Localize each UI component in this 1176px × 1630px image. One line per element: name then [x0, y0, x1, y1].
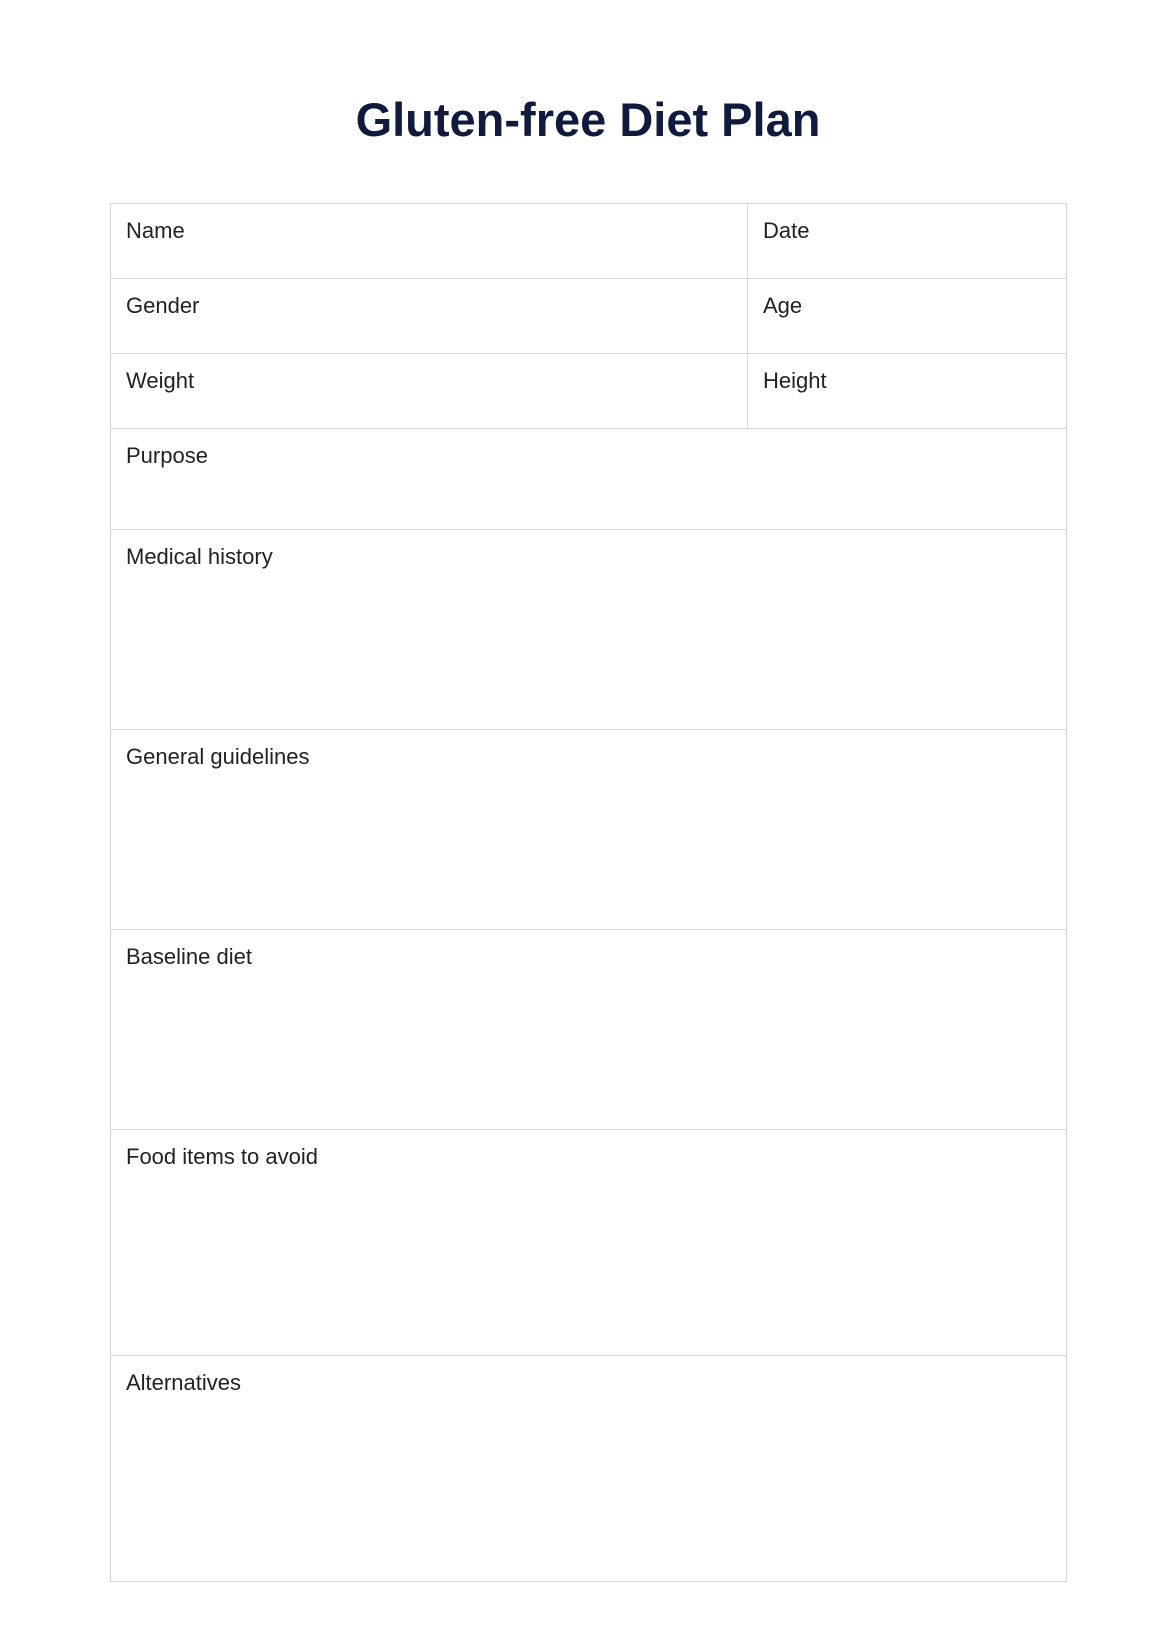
form-row-alternatives — [111, 1356, 1067, 1582]
form-row-purpose — [111, 429, 1067, 530]
gender-label: Gender — [126, 293, 200, 318]
purpose-field[interactable] — [111, 429, 1067, 530]
name-label: Name — [126, 218, 185, 243]
alternatives-label: Alternatives — [126, 1370, 241, 1395]
height-field[interactable] — [748, 354, 1067, 429]
age-field[interactable] — [748, 279, 1067, 354]
purpose-label: Purpose — [126, 443, 208, 468]
date-field[interactable] — [748, 204, 1067, 279]
form-row-food-items-to-avoid — [111, 1130, 1067, 1356]
form-row-general-guidelines — [111, 730, 1067, 930]
page-title: Gluten-free Diet Plan — [355, 93, 821, 146]
baseline-diet-label: Baseline diet — [126, 944, 252, 969]
gender-field[interactable] — [111, 279, 748, 354]
alternatives-field[interactable] — [111, 1356, 1067, 1582]
height-label: Height — [763, 368, 827, 393]
name-field[interactable] — [111, 204, 748, 279]
form-row-baseline-diet — [111, 930, 1067, 1130]
general-guidelines-label: General guidelines — [126, 744, 310, 769]
food-items-to-avoid-label: Food items to avoid — [126, 1144, 318, 1169]
form-row-name-date — [111, 204, 1067, 279]
food-items-to-avoid-field[interactable] — [111, 1130, 1067, 1356]
baseline-diet-field[interactable] — [111, 930, 1067, 1130]
date-label: Date — [763, 218, 810, 243]
medical-history-field[interactable] — [111, 530, 1067, 730]
weight-field[interactable] — [111, 354, 748, 429]
general-guidelines-field[interactable] — [111, 730, 1067, 930]
medical-history-label: Medical history — [126, 544, 273, 569]
diet-plan-form — [110, 203, 1067, 1582]
form-row-gender-age — [111, 279, 1067, 354]
age-label: Age — [763, 293, 803, 318]
weight-label: Weight — [126, 368, 195, 393]
form-row-medical-history — [111, 530, 1067, 730]
form-row-weight-height — [111, 354, 1067, 429]
